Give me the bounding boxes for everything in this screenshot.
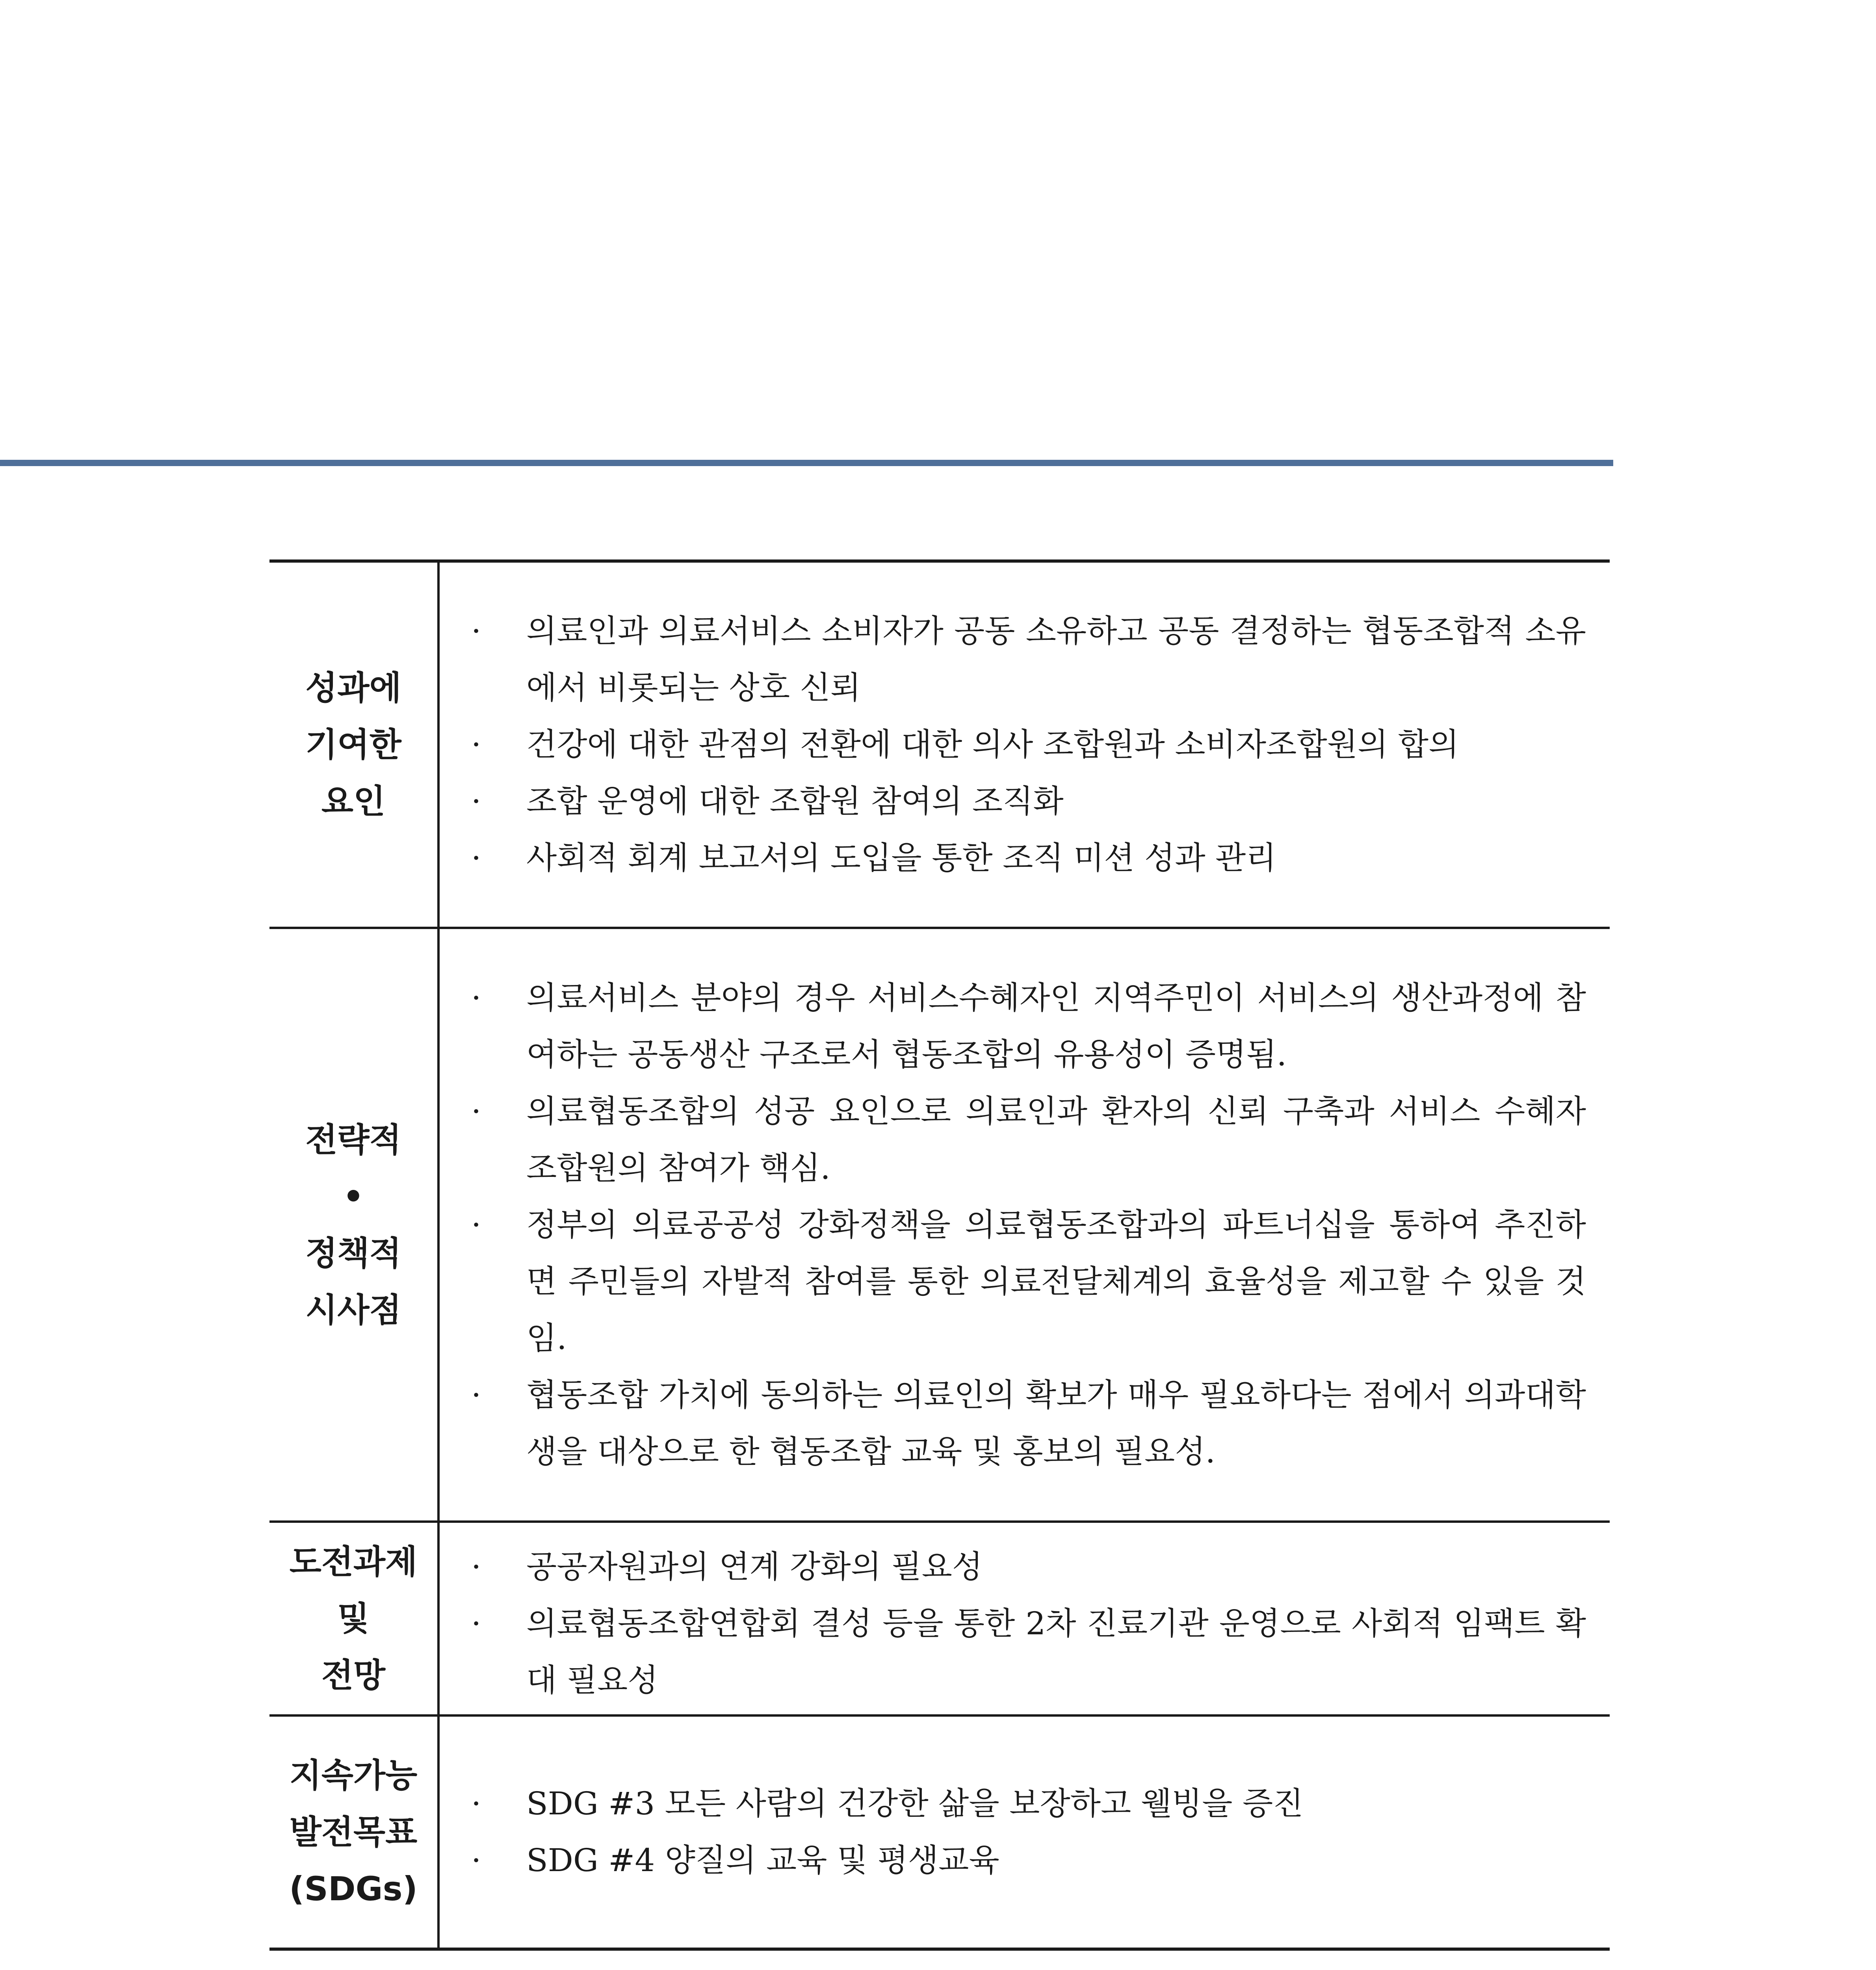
bullet-mark: · [471, 1376, 481, 1413]
row-label-line: 시사점 [305, 1290, 401, 1329]
row-content [440, 1717, 1610, 1948]
list-item-text: 공공자원과의 연계 강화의 필요성 [526, 1548, 983, 1585]
list-item [471, 970, 1586, 1083]
row-label-line: 요인 [321, 782, 386, 821]
list-item-text: 의료인과 의료서비스 소비자가 공동 소유하고 공동 결정하는 협동조합적 소유에서 비롯되는 상호 신뢰 [526, 613, 1586, 706]
list-item [471, 1539, 1586, 1595]
list-item [471, 603, 1586, 716]
header-rule [0, 460, 1613, 466]
list-item [471, 773, 1586, 830]
row-label-line: (SDGs) [289, 1870, 418, 1908]
bullet-mark: · [471, 1785, 481, 1822]
table-row-challenges [269, 1523, 1610, 1717]
row-label-line: 및 [337, 1599, 370, 1638]
row-label-line: 성과에 [305, 669, 401, 707]
list-item-text: 사회적 회계 보고서의 도입을 통한 조직 미션 성과 관리 [526, 840, 1276, 876]
row-label [269, 1523, 440, 1714]
row-label [269, 563, 440, 927]
list-item [471, 716, 1586, 773]
list-item [471, 1832, 1586, 1889]
list-item-text: 의료협동조합의 성공 요인으로 의료인과 환자의 신뢰 구축과 서비스 수혜자 조합원의 참여가 핵심. [526, 1093, 1586, 1186]
row-label-line: • [343, 1177, 364, 1216]
row-content [440, 563, 1610, 927]
list-item [471, 1083, 1586, 1197]
row-label-line: 도전과제 [289, 1543, 418, 1581]
row-label-line: 전망 [321, 1656, 386, 1695]
list-item [471, 1367, 1586, 1480]
list-item-text: 정부의 의료공공성 강화정책을 의료협동조합과의 파트너십을 통하여 추진하면 주민들의 자발적 참여를 통한 의료전달체계의 효율성을 제고할 수 있을 것임. [526, 1206, 1586, 1357]
bullet-mark: · [471, 840, 481, 876]
list-item-text: 의료협동조합연합회 결성 등을 통한 2차 진료기관 운영으로 사회적 임팩트 확대 필요성 [526, 1605, 1586, 1699]
list-item [471, 1197, 1586, 1367]
list-item-text: 협동조합 가치에 동의하는 의료인의 확보가 매우 필요하다는 점에서 의과대학생을 대상으로 한 협동조합 교육 및 홍보의 필요성. [526, 1376, 1586, 1470]
list-item-text: 조합 운영에 대한 조합원 참여의 조직화 [526, 783, 1064, 820]
list-item [471, 1595, 1586, 1709]
bullet-mark: · [471, 1093, 481, 1130]
list-item-text: SDG #3 모든 사람의 건강한 삶을 보장하고 웰빙을 증진 [526, 1785, 1304, 1822]
bullet-mark: · [471, 1548, 481, 1585]
row-label [269, 1717, 440, 1948]
bullet-mark: · [471, 783, 481, 820]
row-content [440, 929, 1610, 1520]
bullet-mark: · [471, 1206, 481, 1243]
list-item [471, 830, 1586, 886]
row-label-line: 지속가능 [289, 1756, 418, 1795]
row-label-line: 기여한 [305, 725, 401, 764]
bullet-mark: · [471, 613, 481, 649]
table-row-success-factors [269, 563, 1610, 929]
list-item [471, 1775, 1586, 1832]
bullet-mark: · [471, 1605, 481, 1642]
bullet-mark: · [471, 726, 481, 763]
bullet-mark: · [471, 979, 481, 1016]
row-label-line: 정책적 [305, 1234, 401, 1273]
row-label [269, 929, 440, 1520]
row-content [440, 1523, 1610, 1714]
list-item-text: 의료서비스 분야의 경우 서비스수혜자인 지역주민이 서비스의 생산과정에 참여하는 공동생산 구조로서 협동조합의 유용성이 증명됨. [526, 979, 1586, 1073]
table-row-policy-implications [269, 929, 1610, 1523]
row-label-line: 전략적 [305, 1120, 401, 1159]
table-row-sdgs [269, 1717, 1610, 1948]
list-item-text: 건강에 대한 관점의 전환에 대한 의사 조합원과 소비자조합원의 합의 [526, 726, 1459, 763]
list-item-text: SDG #4 양질의 교육 및 평생교육 [526, 1842, 999, 1879]
row-label-line: 발전목표 [289, 1813, 418, 1851]
bullet-mark: · [471, 1842, 481, 1879]
summary-table [269, 559, 1610, 1951]
